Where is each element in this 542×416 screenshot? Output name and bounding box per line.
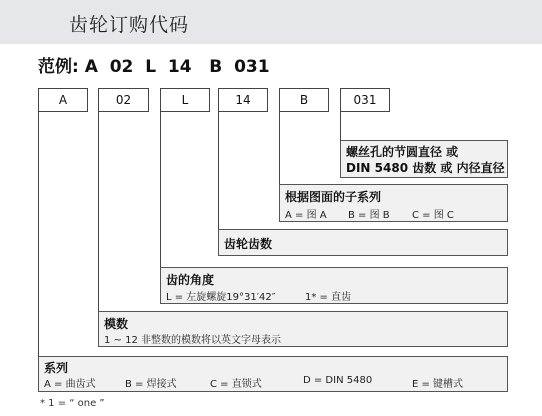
angle-title: 齿的角度 xyxy=(166,273,215,287)
module-title: 模数 xyxy=(104,317,129,331)
example-line xyxy=(38,52,270,77)
code-box-module: 02 xyxy=(98,88,149,112)
series-option-e: E = 键槽式 xyxy=(412,379,464,390)
page-title: 齿轮订购代码 xyxy=(69,14,190,36)
angle-right-text: 1* = 直齿 xyxy=(305,292,352,303)
connector-series xyxy=(38,112,39,356)
bore-title-line2: DIN 5480 齿数 或 内径直径 xyxy=(346,161,505,175)
angle-left-text: L = 左旋螺旋19°31′42″ xyxy=(166,292,276,303)
connector-subsystem xyxy=(279,112,280,184)
subsystem-title: 根据图面的子系列 xyxy=(285,190,382,204)
example-code: A 02 L 14 B 031 xyxy=(84,57,270,77)
code-box-angle: L xyxy=(160,88,210,112)
connector-teeth xyxy=(218,112,219,229)
bore-title-line1: 螺丝孔的节圆直径 或 xyxy=(346,145,459,159)
connector-bore xyxy=(340,112,341,140)
series-option-b: B = 焊接式 xyxy=(125,379,177,390)
code-box-teeth: 14 xyxy=(218,88,268,112)
subsystem-option-c: C = 图 C xyxy=(412,210,454,221)
series-title: 系列 xyxy=(44,361,69,375)
series-option-d: D = DIN 5480 xyxy=(303,375,373,386)
teeth-title: 齿轮齿数 xyxy=(224,237,273,251)
connector-angle xyxy=(160,112,161,267)
subsystem-option-b: B = 图 B xyxy=(348,210,390,221)
subsystem-option-a: A = 图 A xyxy=(285,210,327,221)
connector-module xyxy=(98,112,99,311)
code-box-bore: 031 xyxy=(340,88,390,112)
series-option-c: C = 直锁式 xyxy=(210,379,262,390)
code-box-series: A xyxy=(38,88,88,112)
code-box-subsystem: B xyxy=(279,88,329,112)
footnote: * 1 = “ one ” xyxy=(40,398,105,409)
example-label: 范例: xyxy=(38,57,79,77)
module-description: 1 ~ 12 非整数的模数将以英文字母表示 xyxy=(104,335,282,346)
series-option-a: A = 曲齿式 xyxy=(44,379,96,390)
